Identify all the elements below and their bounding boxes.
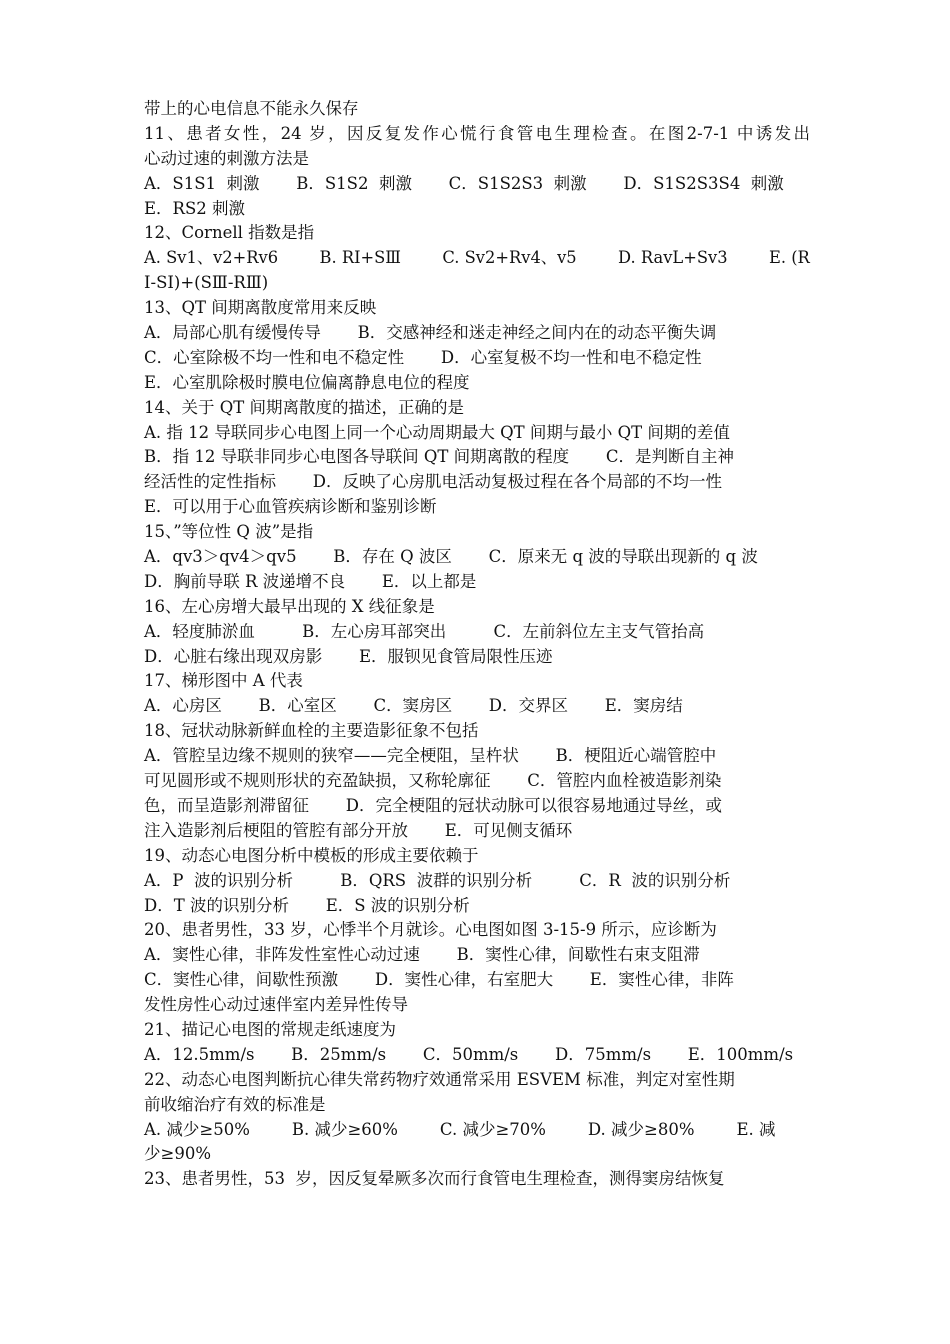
text-line: 色，而呈造影剂滞留征 D．完全梗阻的冠状动脉可以很容易地通过导丝，或	[144, 795, 722, 815]
text-line: A．qv3＞qv4＞qv5 B．存在 Q 波区 C．原来无 q 波的导联出现新的 q 波	[144, 547, 758, 567]
text-line: B．指 12 导联非同步心电图各导联间 QT 间期离散的程度 C．是判断自主神	[144, 447, 734, 467]
text-line: E．RS2 刺激	[144, 198, 246, 218]
text-line: 带上的心电信息不能永久保存	[144, 99, 359, 118]
text-line: 20、患者男性，33 岁，心悸半个月就诊。心电图如图 3-15-9 所示，应诊断为	[144, 920, 717, 940]
text-line: 前收缩治疗有效的标准是	[144, 1094, 326, 1114]
text-line: A．心房区 B．心室区 C．窦房区 D．交界区 E．窦房结	[144, 696, 683, 716]
text-line: 少≥90%	[144, 1144, 211, 1164]
text-line: 13、QT 间期离散度常用来反映	[144, 298, 377, 318]
text-line: A．S1S1 刺激 B．S1S2 刺激 C．S1S2S3 刺激 D．S1S2S3S4 刺激	[144, 173, 784, 193]
text-line: 16、左心房增大最早出现的 X 线征象是	[144, 596, 435, 616]
text-line: A. Sv1、v2+Rv6 B. RⅠ+SⅢ C. Sv2+Rv4、v5 D. RavL+Sv3 E. (R	[144, 248, 810, 268]
text-line: C．心室除极不均一性和电不稳定性 D．心室复极不均一性和电不稳定性	[144, 347, 702, 367]
text-line: 经活性的定性指标 D．反映了心房肌电活动复极过程在各个局部的不均一性	[144, 472, 722, 492]
text-line: Ⅰ-SⅠ)+(SⅢ-RⅢ)	[144, 273, 269, 293]
text-line: 22、动态心电图判断抗心律失常药物疗效通常采用 ESVEM 标准，判定对室性期	[144, 1069, 735, 1089]
text-line: 注入造影剂后梗阻的管腔有部分开放 E．可见侧支循环	[144, 820, 573, 840]
text-line: A．管腔呈边缘不规则的狭窄——完全梗阻，呈杵状 B．梗阻近心端管腔中	[144, 746, 717, 766]
text-line: 21、描记心电图的常规走纸速度为	[144, 1019, 396, 1039]
text-line: 17、梯形图中 A 代表	[144, 671, 303, 691]
text-line: D．心脏右缘出现双房影 E．服钡见食管局限性压迹	[144, 646, 553, 666]
text-line: 15、”等位性 Q 波”是指	[144, 522, 314, 542]
text-line: E．心室肌除极时膜电位偏离静息电位的程度	[144, 372, 470, 392]
document-body	[144, 97, 810, 1192]
text-line: 心动过速的刺激方法是	[144, 148, 309, 168]
text-line: 可见圆形或不规则形状的充盈缺损，又称轮廓征 C．管腔内血栓被造影剂染	[144, 771, 722, 791]
text-line: D．T 波的识别分析 E．S 波的识别分析	[144, 895, 470, 915]
text-line: A. 减少≥50% B. 减少≥60% C. 减少≥70% D. 减少≥80% E. 减	[144, 1119, 776, 1139]
text-line: A．轻度肺淤血 B．左心房耳部突出 C．左前斜位左主支气管抬高	[144, 621, 705, 641]
text-line: A．窦性心律，非阵发性室性心动过速 B．窦性心律，间歇性右束支阻滞	[144, 945, 700, 965]
text-line: 14、关于 QT 间期离散度的描述，正确的是	[144, 397, 465, 417]
text-line: C．窦性心律，间歇性预激 D．窦性心律，右室肥大 E．窦性心律，非阵	[144, 970, 734, 990]
text-line: D．胸前导联 R 波递增不良 E．以上都是	[144, 571, 477, 591]
text-line: A. 指 12 导联同步心电图上同一个心动周期最大 QT 间期与最小 QT 间期的差值	[144, 422, 730, 442]
text-line: A．局部心肌有缓慢传导 B．交感神经和迷走神经之间内在的动态平衡失调	[144, 323, 717, 343]
text-line: 12、Cornell 指数是指	[144, 223, 315, 243]
text-line: 18、冠状动脉新鲜血栓的主要造影征象不包括	[144, 721, 479, 741]
text-line: A．P 波的识别分析 B．QRS 波群的识别分析 C．R 波的识别分析	[144, 870, 731, 890]
text-line: 发性房性心动过速伴室内差异性传导	[144, 995, 408, 1015]
text-line: E．可以用于心血管疾病诊断和鉴别诊断	[144, 497, 437, 517]
text-line: A．12.5mm/s B．25mm/s C．50mm/s D．75mm/s E．100mm/s	[144, 1044, 794, 1064]
text-line: 23、患者男性，53 岁，因反复晕厥多次而行食管电生理检查，测得窦房结恢复	[144, 1169, 725, 1189]
text-line: 11、患者女性，24 岁，因反复发作心慌行食管电生理检查。在图2-7-1 中诱发出	[144, 123, 810, 143]
text-line: 19、动态心电图分析中模板的形成主要依赖于	[144, 845, 479, 865]
